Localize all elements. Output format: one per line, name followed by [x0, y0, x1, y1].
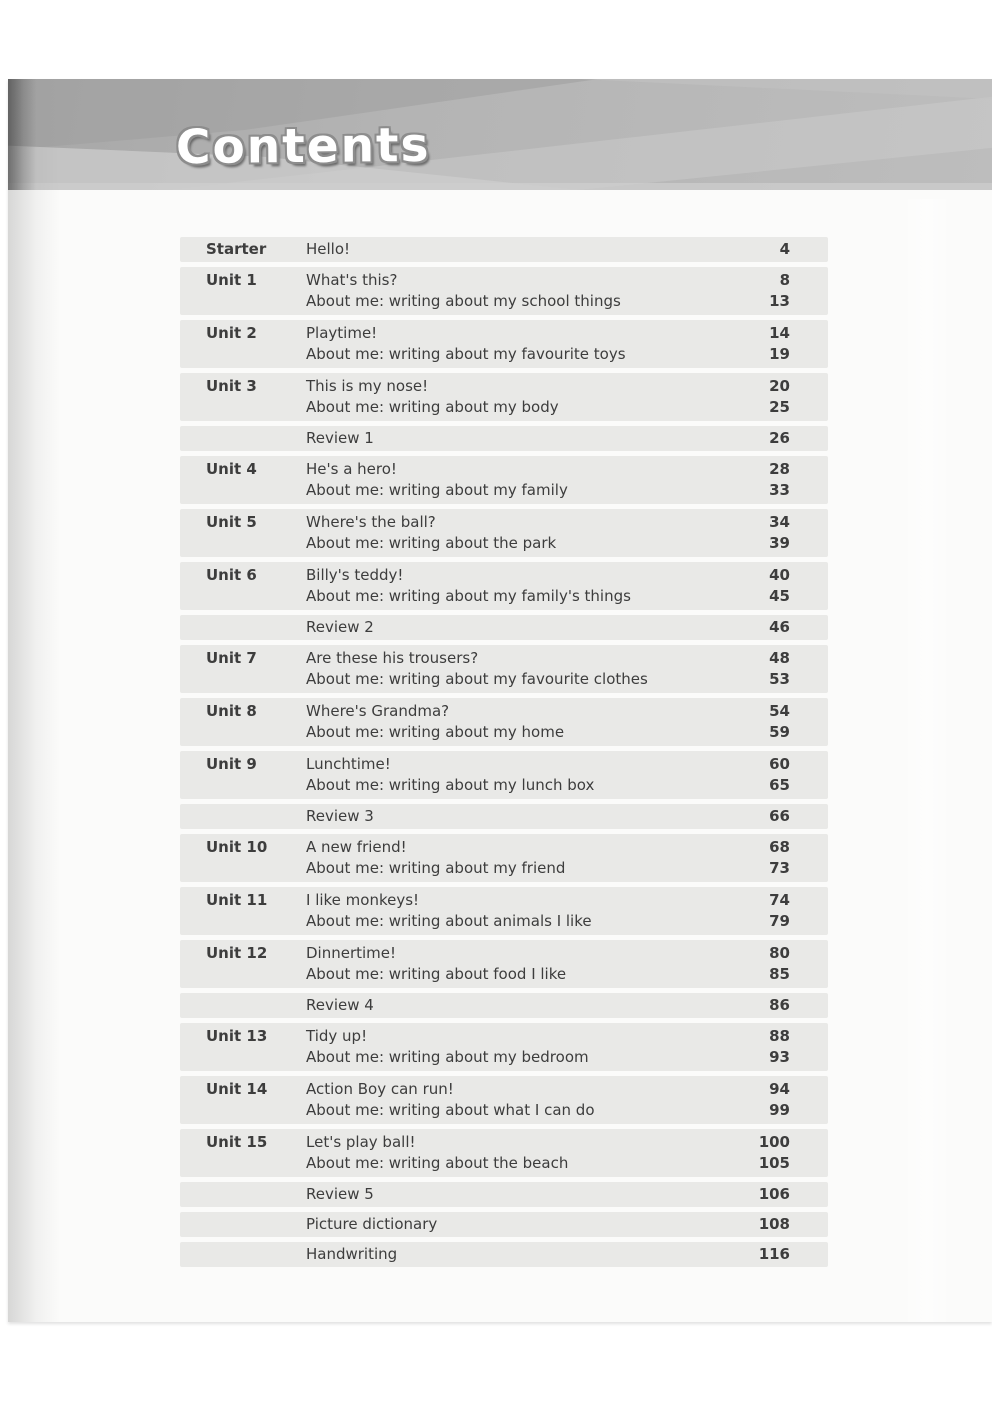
- toc-entry: [306, 1026, 828, 1047]
- entry-page-number: 4: [779, 240, 790, 258]
- unit-label: Unit 8: [206, 702, 257, 720]
- entry-page-number: 53: [769, 670, 790, 688]
- row-entries: [306, 806, 828, 827]
- unit-label: [180, 1244, 306, 1265]
- entry-title: Dinnertime!: [306, 944, 397, 962]
- row-entries: [306, 995, 828, 1016]
- entry-title: About me: writing about my school things: [306, 292, 621, 310]
- toc-row: [180, 320, 828, 368]
- entry-page-number: 106: [758, 1185, 790, 1203]
- entry-page-number: 20: [769, 377, 790, 395]
- toc-entry: [306, 344, 828, 365]
- unit-label: Unit 9: [206, 755, 257, 773]
- row-entries: [306, 1132, 828, 1174]
- row-entries: [306, 890, 828, 932]
- toc-entry: [306, 1100, 828, 1121]
- entry-title: Picture dictionary: [306, 1215, 438, 1233]
- unit-label: [180, 428, 306, 449]
- entry-page-number: 48: [769, 649, 790, 667]
- toc-row: [180, 237, 828, 262]
- entry-page-number: 99: [769, 1101, 790, 1119]
- unit-label: Unit 5: [206, 513, 257, 531]
- toc-row: [180, 1182, 828, 1207]
- toc-entry: [306, 533, 828, 554]
- entry-page-number: 59: [769, 723, 790, 741]
- entry-title: Review 5: [306, 1185, 374, 1203]
- toc-entry: [306, 323, 828, 344]
- banner-spine-shade: [8, 79, 36, 190]
- entry-title: This is my nose!: [306, 377, 429, 395]
- toc-entry: [306, 669, 828, 690]
- toc-entry: [306, 270, 828, 291]
- row-entries: [306, 459, 828, 501]
- entry-page-number: 79: [769, 912, 790, 930]
- entry-title: Are these his trousers?: [306, 649, 479, 667]
- toc-entry: [306, 890, 828, 911]
- entry-page-number: 88: [769, 1027, 790, 1045]
- entry-title: Let's play ball!: [306, 1133, 416, 1151]
- toc-row: [180, 1212, 828, 1237]
- toc-entry: [306, 1132, 828, 1153]
- entry-title: About me: writing about food I like: [306, 965, 567, 983]
- toc-entry: [306, 858, 828, 879]
- entry-title: Action Boy can run!: [306, 1080, 454, 1098]
- entry-page-number: 68: [769, 838, 790, 856]
- page-curvature-highlight: [902, 199, 952, 1322]
- row-entries: [306, 1026, 828, 1068]
- row-entries: [306, 1184, 828, 1205]
- toc-entry: [306, 1047, 828, 1068]
- entry-title: What's this?: [306, 271, 398, 289]
- row-entries: [306, 270, 828, 312]
- entry-title: Hello!: [306, 240, 351, 258]
- entry-title: Review 4: [306, 996, 374, 1014]
- toc-entry: [306, 648, 828, 669]
- toc-entry: [306, 1244, 828, 1265]
- toc-row: [180, 456, 828, 504]
- entry-page-number: 105: [758, 1154, 790, 1172]
- entry-page-number: 13: [769, 292, 790, 310]
- unit-label: Starter: [206, 240, 267, 258]
- toc-entry: [306, 943, 828, 964]
- entry-title: Lunchtime!: [306, 755, 391, 773]
- entry-page-number: 8: [779, 271, 790, 289]
- unit-label: Unit 4: [206, 460, 257, 478]
- toc-row: [180, 645, 828, 693]
- entry-title: I like monkeys!: [306, 891, 420, 909]
- contents-header-banner: [8, 79, 992, 190]
- entry-title: He's a hero!: [306, 460, 397, 478]
- entry-page-number: 66: [769, 807, 790, 825]
- toc-entry: [306, 459, 828, 480]
- scanned-book-page: [8, 79, 992, 1322]
- toc-entry: [306, 428, 828, 449]
- entry-title: About me: writing about my family's things: [306, 587, 631, 605]
- entry-title: About me: writing about animals I like: [306, 912, 592, 930]
- row-entries: [306, 943, 828, 985]
- row-entries: [306, 701, 828, 743]
- entry-page-number: 73: [769, 859, 790, 877]
- row-entries: [306, 617, 828, 638]
- entry-title: Review 2: [306, 618, 374, 636]
- toc-row: [180, 993, 828, 1018]
- entry-title: Handwriting: [306, 1245, 398, 1263]
- toc-entry: [306, 964, 828, 985]
- entry-title: Where's Grandma?: [306, 702, 450, 720]
- book-spine-shadow: [8, 79, 60, 1322]
- entry-page-number: 46: [769, 618, 790, 636]
- entry-page-number: 85: [769, 965, 790, 983]
- toc-row: [180, 751, 828, 799]
- unit-label: Unit 7: [206, 649, 257, 667]
- toc-entry: [306, 1184, 828, 1205]
- row-entries: [306, 376, 828, 418]
- entry-page-number: 80: [769, 944, 790, 962]
- entry-page-number: 28: [769, 460, 790, 478]
- entry-page-number: 94: [769, 1080, 790, 1098]
- toc-row: [180, 1076, 828, 1124]
- entry-page-number: 93: [769, 1048, 790, 1066]
- toc-entry: [306, 1079, 828, 1100]
- entry-page-number: 54: [769, 702, 790, 720]
- toc-row: [180, 562, 828, 610]
- entry-page-number: 45: [769, 587, 790, 605]
- unit-label: Unit 13: [206, 1027, 268, 1045]
- toc-row: [180, 615, 828, 640]
- toc-entry: [306, 512, 828, 533]
- toc-entry: [306, 376, 828, 397]
- entry-title: About me: writing about my home: [306, 723, 565, 741]
- toc-entry: [306, 995, 828, 1016]
- toc-row: [180, 373, 828, 421]
- entry-title: Tidy up!: [306, 1027, 368, 1045]
- row-entries: [306, 648, 828, 690]
- unit-label: [180, 1214, 306, 1235]
- toc-entry: [306, 1214, 828, 1235]
- toc-row: [180, 1129, 828, 1177]
- entry-title: About me: writing about my family: [306, 481, 568, 499]
- entry-page-number: 39: [769, 534, 790, 552]
- toc-row: [180, 940, 828, 988]
- toc-row: [180, 1023, 828, 1071]
- entry-page-number: 60: [769, 755, 790, 773]
- entry-page-number: 108: [758, 1215, 790, 1233]
- page-title: Contents: [175, 117, 431, 176]
- entry-title: Review 3: [306, 807, 374, 825]
- toc-entry: [306, 397, 828, 418]
- entry-title: About me: writing about my body: [306, 398, 559, 416]
- entry-title: A new friend!: [306, 838, 407, 856]
- toc-row: [180, 426, 828, 451]
- entry-title: Where's the ball?: [306, 513, 436, 531]
- entry-page-number: 19: [769, 345, 790, 363]
- toc-row: [180, 834, 828, 882]
- row-entries: [306, 323, 828, 365]
- entry-page-number: 34: [769, 513, 790, 531]
- entry-title: About me: writing about the park: [306, 534, 557, 552]
- row-entries: [306, 428, 828, 449]
- entry-page-number: 40: [769, 566, 790, 584]
- toc-entry: [306, 480, 828, 501]
- row-entries: [306, 1244, 828, 1265]
- toc-row: [180, 804, 828, 829]
- unit-label: Unit 12: [206, 944, 268, 962]
- unit-label: Unit 2: [206, 324, 257, 342]
- toc-entry: [306, 806, 828, 827]
- row-entries: [306, 1079, 828, 1121]
- entry-page-number: 86: [769, 996, 790, 1014]
- entry-title: Playtime!: [306, 324, 378, 342]
- entry-title: About me: writing about what I can do: [306, 1101, 595, 1119]
- unit-label: Unit 14: [206, 1080, 268, 1098]
- entry-page-number: 14: [769, 324, 790, 342]
- toc-row: [180, 267, 828, 315]
- entry-page-number: 100: [758, 1133, 790, 1151]
- toc-row: [180, 887, 828, 935]
- entry-page-number: 74: [769, 891, 790, 909]
- unit-label: Unit 11: [206, 891, 268, 909]
- toc-row: [180, 1242, 828, 1267]
- entry-page-number: 26: [769, 429, 790, 447]
- toc-entry: [306, 565, 828, 586]
- toc-entry: [306, 291, 828, 312]
- entry-page-number: 116: [758, 1245, 790, 1263]
- entry-title: Billy's teddy!: [306, 566, 404, 584]
- toc-entry: [306, 911, 828, 932]
- unit-label: Unit 10: [206, 838, 268, 856]
- entry-page-number: 25: [769, 398, 790, 416]
- toc-entry: [306, 586, 828, 607]
- banner-bottom-strip: [8, 183, 992, 190]
- toc-row: [180, 698, 828, 746]
- toc-entry: [306, 775, 828, 796]
- unit-label: [180, 1184, 306, 1205]
- row-entries: [306, 754, 828, 796]
- entry-title: About me: writing about my bedroom: [306, 1048, 589, 1066]
- unit-label: Unit 3: [206, 377, 257, 395]
- entry-page-number: 33: [769, 481, 790, 499]
- toc-entry: [306, 837, 828, 858]
- unit-label: Unit 1: [206, 271, 257, 289]
- entry-title: Review 1: [306, 429, 374, 447]
- unit-label: Unit 15: [206, 1133, 268, 1151]
- entry-title: About me: writing about the beach: [306, 1154, 569, 1172]
- row-entries: [306, 239, 828, 260]
- entry-title: About me: writing about my favourite clothes: [306, 670, 648, 688]
- toc-entry: [306, 1153, 828, 1174]
- entry-title: About me: writing about my lunch box: [306, 776, 595, 794]
- toc-table: [180, 237, 828, 1267]
- row-entries: [306, 565, 828, 607]
- toc-entry: [306, 701, 828, 722]
- toc-entry: [306, 239, 828, 260]
- unit-label: Unit 6: [206, 566, 257, 584]
- unit-label: [180, 617, 306, 638]
- unit-label: [180, 806, 306, 827]
- toc-row: [180, 509, 828, 557]
- toc-entry: [306, 722, 828, 743]
- toc-entry: [306, 617, 828, 638]
- toc-entry: [306, 754, 828, 775]
- entry-page-number: 65: [769, 776, 790, 794]
- row-entries: [306, 837, 828, 879]
- entry-title: About me: writing about my favourite toys: [306, 345, 626, 363]
- row-entries: [306, 1214, 828, 1235]
- entry-title: About me: writing about my friend: [306, 859, 566, 877]
- unit-label: [180, 995, 306, 1016]
- row-entries: [306, 512, 828, 554]
